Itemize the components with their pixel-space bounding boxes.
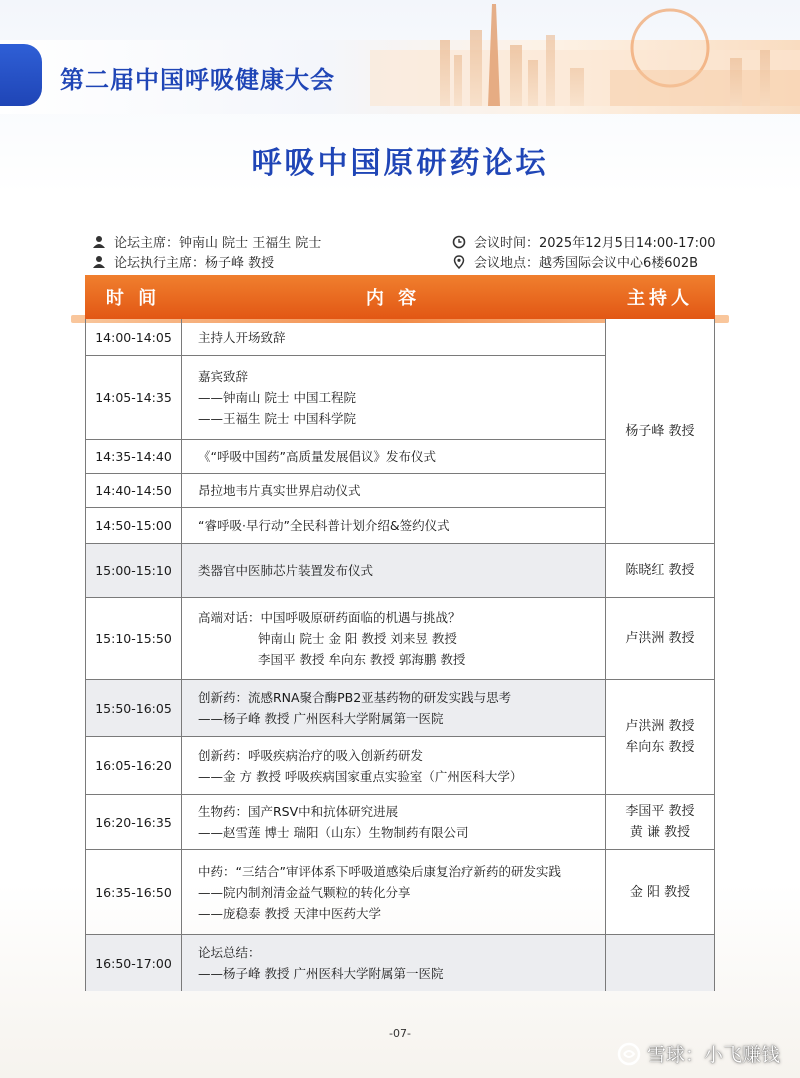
host-name: 李国平 教授 xyxy=(625,804,695,819)
time-value: 2025年12月5日14:00-17:00 xyxy=(539,236,716,251)
row-content xyxy=(182,935,606,991)
table-row xyxy=(86,934,606,991)
session-title: 昂拉地韦片真实世界启动仪式 xyxy=(198,483,361,498)
row-content xyxy=(182,319,606,355)
session-detail: 李国平 教授 牟向东 教授 郭海鹏 教授 xyxy=(258,652,466,667)
row-content xyxy=(182,737,606,794)
table-row xyxy=(86,794,606,849)
session-title: 高端对话：中国呼吸原研药面临的机遇与挑战？ xyxy=(198,610,461,625)
exec-chair-info xyxy=(92,252,274,271)
header-content: 内 容 xyxy=(365,288,421,309)
header-accent-tab xyxy=(0,44,42,106)
clock-icon xyxy=(452,235,466,249)
host-cell xyxy=(606,597,714,679)
row-content xyxy=(182,598,606,679)
host-cell xyxy=(606,319,714,543)
host-cell xyxy=(606,543,714,597)
place-value: 越秀国际会议中心6楼602B xyxy=(539,256,699,271)
table-row xyxy=(86,597,606,679)
header-time: 时 间 xyxy=(105,288,161,309)
table-header xyxy=(85,275,715,319)
table-row xyxy=(86,736,606,794)
table-row xyxy=(86,473,606,507)
host-name: 金 阳 教授 xyxy=(629,884,691,900)
chair-info xyxy=(92,232,321,251)
location-pin-icon xyxy=(452,255,466,269)
host-name: 黄 谦 教授 xyxy=(629,825,691,840)
table-row xyxy=(86,543,606,597)
row-content xyxy=(182,795,606,849)
host-name: 陈晓红 教授 xyxy=(625,563,695,578)
header-host: 主持人 xyxy=(627,288,693,309)
host-cell xyxy=(606,934,714,991)
watermark-text: 雪球：小飞赚钱 xyxy=(646,1044,780,1066)
table-body xyxy=(85,319,715,991)
row-time: 14:00-14:05 xyxy=(86,319,182,355)
city-skyline-illustration xyxy=(370,0,800,106)
row-time: 14:35-14:40 xyxy=(86,440,182,473)
person-icon xyxy=(92,235,106,249)
host-cell xyxy=(606,794,714,849)
session-detail: ——院内制剂清金益气颗粒的转化分享 xyxy=(198,884,411,900)
host-name: 牟向东 教授 xyxy=(625,740,695,755)
table-row xyxy=(86,355,606,439)
host-name: 卢洪洲 教授 xyxy=(625,631,695,646)
session-detail: ——王福生 院士 中国科学院 xyxy=(198,411,356,426)
exec-chair-value: 杨子峰 教授 xyxy=(205,256,275,271)
session-detail: ——钟南山 院士 中国工程院 xyxy=(198,390,356,405)
session-detail: ——杨子峰 教授 广州医科大学附属第一医院 xyxy=(198,711,444,726)
session-title: 生物药：国产RSV中和抗体研究进展 xyxy=(198,804,399,819)
session-title: 中药：“三结合”审评体系下呼吸道感染后康复治疗新药的研发实践 xyxy=(198,863,561,879)
row-time: 14:50-15:00 xyxy=(86,508,182,543)
row-content xyxy=(182,474,606,507)
host-name: 杨子峰 教授 xyxy=(625,423,695,439)
row-content xyxy=(182,356,606,439)
person-icon xyxy=(92,255,106,269)
row-content xyxy=(182,850,606,934)
row-time: 16:20-16:35 xyxy=(86,795,182,849)
session-detail: ——赵雪莲 博士 瑞阳（山东）生物制药有限公司 xyxy=(198,825,469,840)
row-time: 16:05-16:20 xyxy=(86,737,182,794)
session-title: 嘉宾致辞 xyxy=(198,369,249,384)
session-title: “睿呼吸·早行动”全民科普计划介绍&签约仪式 xyxy=(198,518,450,533)
row-time: 16:50-17:00 xyxy=(86,935,182,991)
session-detail: 钟南山 院士 金 阳 教授 刘来昱 教授 xyxy=(258,631,457,646)
row-content xyxy=(182,508,606,543)
place-info xyxy=(452,252,698,271)
chair-value: 钟南山 院士 王福生 院士 xyxy=(179,236,322,251)
session-detail: ——庞稳泰 教授 天津中医药大学 xyxy=(198,905,381,921)
table-row xyxy=(86,439,606,473)
table-row xyxy=(86,679,606,736)
host-cell xyxy=(606,849,714,934)
exec-chair-label: 论坛执行主席： xyxy=(114,256,206,271)
time-label: 会议时间： xyxy=(474,236,540,251)
chair-label: 论坛主席： xyxy=(114,236,180,251)
session-title: 主持人开场致辞 xyxy=(198,329,286,345)
conference-title: 第二届中国呼吸健康大会 xyxy=(60,66,335,94)
watermark xyxy=(617,1040,780,1067)
row-time: 14:05-14:35 xyxy=(86,356,182,439)
row-content xyxy=(182,680,606,736)
row-content xyxy=(182,440,606,473)
row-time: 16:35-16:50 xyxy=(86,850,182,934)
page-number: -07- xyxy=(389,1027,411,1040)
host-cell xyxy=(606,679,714,794)
snowball-logo-icon xyxy=(617,1042,641,1066)
session-detail: ——金 方 教授 呼吸疾病国家重点实验室（广州医科大学） xyxy=(198,768,523,784)
place-label: 会议地点： xyxy=(474,256,540,271)
table-row xyxy=(86,507,606,543)
row-time: 15:50-16:05 xyxy=(86,680,182,736)
time-info xyxy=(452,232,716,251)
host-name: 卢洪洲 教授 xyxy=(625,719,695,734)
session-detail: ——杨子峰 教授 广州医科大学附属第一医院 xyxy=(198,966,444,981)
schedule-table xyxy=(85,275,715,991)
session-title: 创新药：流感RNA聚合酶PB2亚基药物的研发实践与思考 xyxy=(198,690,512,705)
forum-title: 呼吸中国原研药论坛 xyxy=(251,146,549,181)
session-title: 论坛总结： xyxy=(198,945,261,960)
session-title: 《“呼吸中国药”高质量发展倡议》发布仪式 xyxy=(198,449,436,464)
table-row xyxy=(86,849,606,934)
row-time: 14:40-14:50 xyxy=(86,474,182,507)
session-title: 类器官中医肺芯片装置发布仪式 xyxy=(198,563,374,578)
table-row xyxy=(86,319,606,355)
row-time: 15:10-15:50 xyxy=(86,598,182,679)
session-title: 创新药：呼吸疾病治疗的吸入创新药研发 xyxy=(198,747,424,763)
row-time: 15:00-15:10 xyxy=(86,544,182,597)
row-content xyxy=(182,544,606,597)
